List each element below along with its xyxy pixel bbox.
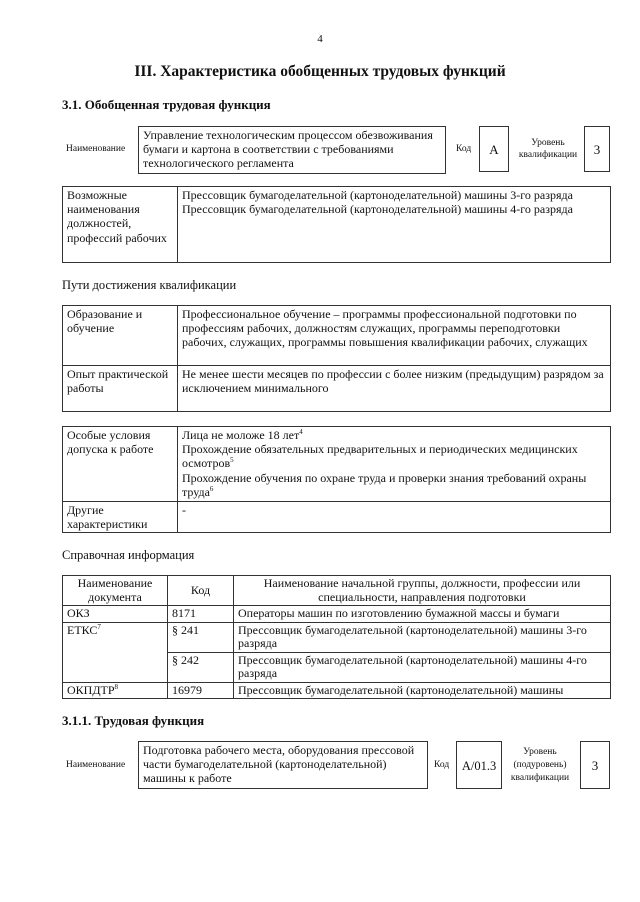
col-code-header: Код — [168, 576, 234, 606]
admission-line-1: Лица не моложе 18 лет$^4$ — [182, 428, 303, 442]
reference-table — [62, 575, 611, 699]
section-311-level-label: Уровень (подуровень) квалификации — [510, 747, 570, 783]
paths-heading: Пути достижения квалификации — [62, 278, 237, 292]
reference-heading: Справочная информация — [62, 548, 195, 562]
other-value: - — [178, 502, 611, 533]
etks-1-name: Прессовщик бумагоделательной (картоноделательной) машины 3-го разряда — [234, 622, 611, 652]
experience-value: Не менее шести месяцев по профессии с более низким (предыдущим) разрядом за исключением минимального — [178, 366, 611, 412]
okz-name: Операторы машин по изготовлению бумажной массы и бумаги — [234, 606, 611, 623]
okz-doc: ОКЗ — [63, 606, 168, 623]
section-31-name-label: Наименование — [66, 144, 126, 154]
col-name-header: Наименование начальной группы, должности, профессии или специальности, направления подготовки — [234, 576, 611, 606]
section-31-code-value: А — [479, 126, 509, 172]
footnote-8: 8 — [114, 682, 119, 691]
section-31-heading: 3.1. Обобщенная трудовая функция — [62, 97, 271, 112]
etks-doc: ЕТКС$^7$ — [63, 622, 168, 682]
education-value: Профессиональное обучение – программы профессиональной подготовки по профессиям рабочих, должностям служащих, программы переподготовки рабочих, служащих, программы повышения квалификации рабочих, служащих — [178, 306, 611, 366]
positions-values — [178, 187, 611, 263]
position-1: Прессовщик бумагоделательной (картоноделательной) машины 3-го разряда — [182, 188, 573, 202]
okpdtr-doc: ОКПДТР$^8$ — [63, 682, 168, 699]
etks-2-name: Прессовщик бумагоделательной (картоноделательной) машины 4-го разряда — [234, 652, 611, 682]
section-311-level-value: 3 — [580, 741, 610, 789]
paths-table — [62, 305, 611, 412]
section-31-level-label: Уровень квалификации — [518, 138, 578, 160]
etks-2-code: § 242 — [168, 652, 234, 682]
admission-label: Особые условия допуска к работе — [63, 427, 178, 502]
experience-label: Опыт практической работы — [63, 366, 178, 412]
okpdtr-code: 16979 — [168, 682, 234, 699]
positions-table — [62, 186, 611, 263]
admission-line-3: Прохождение обучения по охране труда и проверки знания требований охраны труда$^6$ — [182, 470, 587, 499]
footnote-5: 5 — [230, 456, 234, 465]
main-title: III. Характеристика обобщенных трудовых функций — [134, 63, 506, 80]
footnote-7: 7 — [97, 622, 101, 631]
section-311-heading: 3.1.1. Трудовая функция — [62, 713, 205, 728]
section-311-name-label: Наименование — [66, 760, 126, 770]
footnote-6: 6 — [209, 484, 214, 493]
section-311-name-value: Подготовка рабочего места, оборудования прессовой части бумагоделательной (картоноделательной) машины к работе — [138, 741, 428, 789]
education-label: Образование и обучение — [63, 306, 178, 366]
section-31-code-label: Код — [456, 144, 472, 154]
col-doc-header: Наименование документа — [63, 576, 168, 606]
section-31-level-value: 3 — [584, 126, 610, 172]
admission-line-2: Прохождение обязательных предварительных и периодических медицинских осмотров$^5$ — [182, 442, 578, 471]
other-label: Другие характеристики — [63, 502, 178, 533]
etks-1-code: § 241 — [168, 622, 234, 652]
okz-code: 8171 — [168, 606, 234, 623]
positions-label: Возможные наименования должностей, профессий рабочих — [63, 187, 178, 263]
section-311-code-label: Код — [434, 760, 450, 770]
position-2: Прессовщик бумагоделательной (картоноделательной) машины 4-го разряда — [182, 202, 573, 217]
section-311-code-value: А/01.3 — [456, 741, 502, 789]
page-number: 4 — [317, 33, 323, 45]
okpdtr-name: Прессовщик бумагоделательной (картоноделательной) машины — [234, 682, 611, 699]
admission-table — [62, 426, 611, 533]
section-31-name-value: Управление технологическим процессом обезвоживания бумаги и картона в соответствии с требованиями технологического регламента — [138, 126, 446, 174]
admission-values — [178, 427, 611, 502]
footnote-4: 4 — [299, 428, 303, 436]
